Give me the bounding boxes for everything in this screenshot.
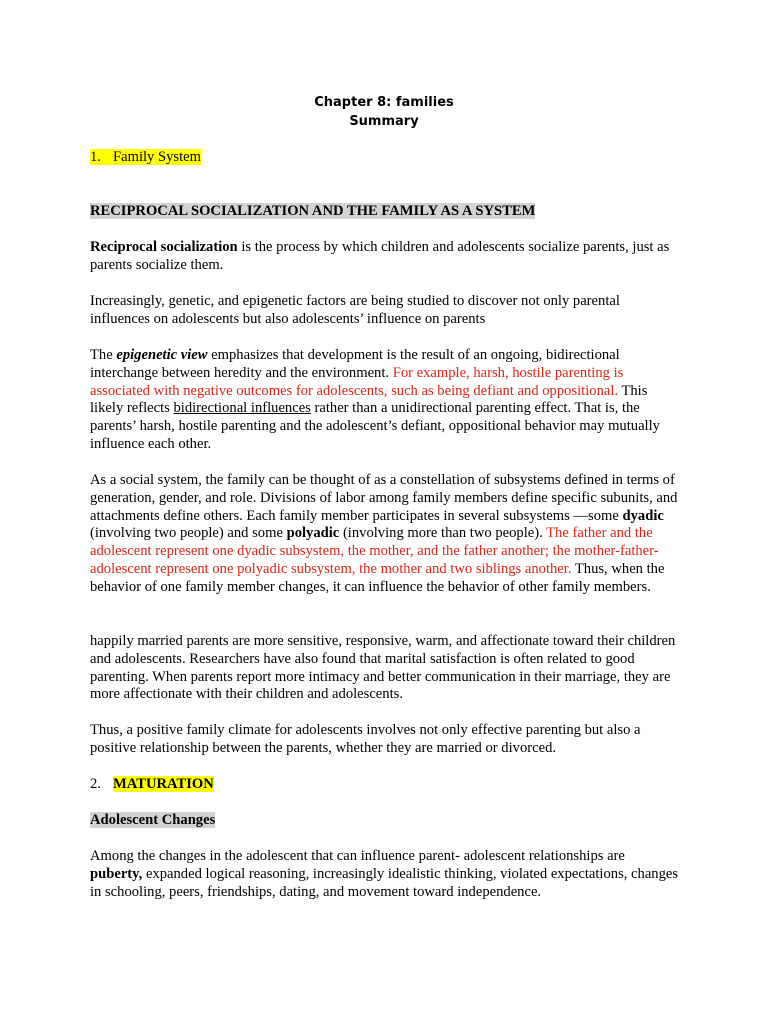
section-1-heading xyxy=(90,149,680,167)
chapter-title: Chapter 8: families xyxy=(314,95,454,110)
term-reciprocal-socialization: Reciprocal socialization xyxy=(90,239,238,255)
term-polyadic: polyadic xyxy=(286,525,340,542)
paragraph-7 xyxy=(90,848,680,901)
paragraph-3-example: For example, harsh, hostile parenting is associated with negative outcomes for adolescents, such as being defiant and oppositional. xyxy=(90,364,624,399)
term-epigenetic-view: epigenetic view xyxy=(116,347,208,363)
paragraph-4-example: The father and the adolescent represent one dyadic subsystem, the mother, and the father another; the mother-father-adolescent represent one polyadic subsystem, the mother and two siblings another. xyxy=(90,525,659,577)
paragraph-1 xyxy=(90,239,680,275)
paragraph-2 xyxy=(90,293,680,329)
paragraph-4-b: (involving two people) and some xyxy=(90,525,287,542)
paragraph-2-text: Increasingly, genetic, and epigenetic factors are being studied to discover not only parental influences on adolescents but also adolescents’ influence on parents xyxy=(90,293,620,327)
section-2-title: MATURATION xyxy=(113,776,214,792)
paragraph-6-text: Thus, a positive family climate for adolescents involves not only effective parenting but also a positive relationship between the parents, whether they are married or divorced. xyxy=(90,722,641,756)
paragraph-5-text: happily married parents are more sensitive, responsive, warm, and affectionate toward their children and adolescents. Researchers have also found that marital satisfaction is often related to good parenting. When parents report more intimacy and better communication in their marriage, they are more affectionate with their children and adolescents. xyxy=(90,633,676,703)
paragraph-4 xyxy=(90,472,680,597)
section-2-heading xyxy=(90,776,680,794)
paragraph-3 xyxy=(90,347,680,454)
section-1-title: Family System xyxy=(113,149,201,165)
paragraph-4-d: Thus, when the behavior of one family member changes, it can influence the behavior of other family members. xyxy=(90,560,665,595)
paragraph-3-mid: emphasizes that development is the result of an ongoing, bidirectional interchange between heredity and the environment. xyxy=(90,347,620,381)
subheading-adolescent-changes xyxy=(90,812,680,830)
term-bidirectional-influences: bidirectional influences xyxy=(173,400,311,417)
paragraph-1-text: is the process by which children and adolescents socialize parents, just as parents socialize them. xyxy=(90,239,670,273)
paragraph-3-post: This likely reflects xyxy=(90,382,648,417)
paragraph-3-pre: The xyxy=(90,347,117,363)
section-1-number: 1. xyxy=(90,149,101,165)
term-dyadic: dyadic xyxy=(622,507,664,524)
chapter-subtitle: Summary xyxy=(349,114,419,129)
term-puberty: puberty, xyxy=(90,865,143,882)
paragraph-3-end: rather than a unidirectional parenting effect. That is, the parents’ harsh, hostile parenting and the adolescent’s defiant, oppositional behavior may mutually influence each other. xyxy=(90,400,660,452)
paragraph-4-c: (involving more than two people). xyxy=(339,525,547,542)
paragraph-6 xyxy=(90,722,680,758)
section-1-label xyxy=(90,149,201,165)
paragraph-7-b: expanded logical reasoning, increasingly idealistic thinking, violated expectations, changes in schooling, peers, friendships, dating, and movement toward independence. xyxy=(90,865,679,900)
subheading-reciprocal xyxy=(90,203,680,221)
section-2-number: 2. xyxy=(90,776,101,792)
subheading-adolescent-changes-text: Adolescent Changes xyxy=(90,812,216,828)
paragraph-5 xyxy=(90,633,680,704)
paragraph-7-a: Among the changes in the adolescent that can influence parent- adolescent relationships are xyxy=(90,848,625,864)
paragraph-4-a: As a social system, the family can be thought of as a constellation of subsystems defined in terms of generation, gender, and role. Divisions of labor among family members define specific subunits, and attachments define others. Each family member participates in several subsystems —some xyxy=(90,472,678,524)
subheading-reciprocal-text: RECIPROCAL SOCIALIZATION AND THE FAMILY AS A SYSTEM xyxy=(90,203,536,219)
